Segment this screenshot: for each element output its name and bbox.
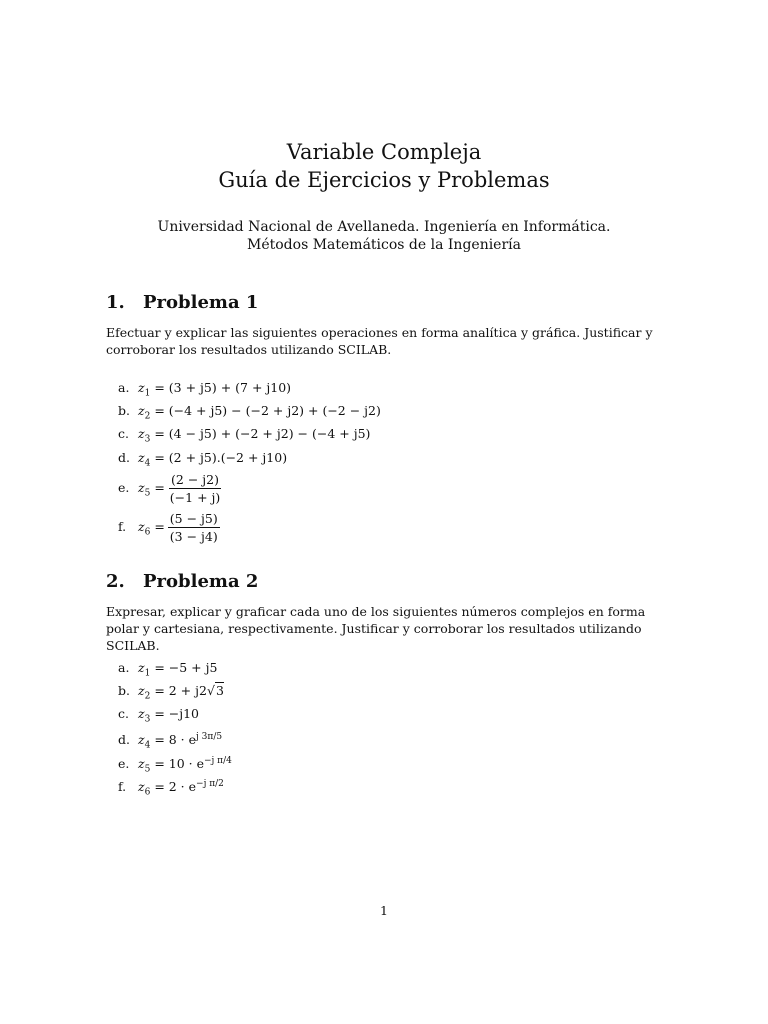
fraction-denominator: (3 − j4)	[169, 529, 218, 544]
item-label: d.	[118, 732, 130, 748]
list-item	[118, 380, 291, 402]
item-variable: z	[138, 756, 145, 772]
item-expression: = (4 − j5) + (−2 + j2) − (−4 + j5)	[154, 426, 371, 441]
item-expression: = −5 + j5	[154, 660, 218, 675]
list-item	[118, 729, 222, 754]
item-expression: = 8 · e	[154, 732, 197, 748]
document-subtitle-title: Guía de Ejercicios y Problemas	[218, 168, 550, 192]
item-label: f.	[118, 779, 127, 795]
item-index: 6	[144, 527, 151, 538]
item-label: f.	[118, 519, 127, 534]
course-line: Métodos Matemáticos de la Ingeniería	[247, 237, 521, 253]
item-expression: = (−4 + j5) − (−2 + j2) + (−2 − j2)	[154, 403, 381, 418]
item-exponent: −j π/2	[196, 779, 224, 789]
item-index: 3	[144, 434, 151, 445]
fraction	[168, 511, 220, 544]
list-item	[118, 706, 199, 728]
fraction-denominator: (−1 + j)	[169, 490, 221, 505]
item-label: d.	[118, 450, 130, 465]
item-variable: z	[138, 380, 145, 395]
item-label: b.	[118, 403, 130, 418]
sqrt-symbol: √	[206, 683, 215, 698]
item-index: 4	[144, 458, 151, 469]
page-number: 1	[380, 903, 388, 918]
item-index: 2	[144, 691, 151, 702]
item-index: 3	[144, 714, 151, 725]
list-item	[118, 511, 220, 544]
item-index: 4	[144, 740, 151, 751]
item-variable: z	[138, 706, 145, 721]
item-label: a.	[118, 380, 130, 395]
item-variable: z	[138, 683, 145, 698]
item-label: e.	[118, 480, 130, 495]
item-variable: z	[138, 426, 145, 441]
item-index: 5	[144, 488, 151, 499]
item-variable: z	[138, 403, 145, 418]
item-expression: = (3 + j5) + (7 + j10)	[154, 380, 292, 395]
item-variable: z	[138, 779, 145, 795]
list-item	[118, 683, 224, 705]
item-index: 1	[144, 668, 151, 679]
section-heading-2	[106, 571, 258, 593]
fraction-numerator: (5 − j5)	[169, 511, 218, 526]
list-item	[118, 403, 381, 425]
sqrt-radicand: 3	[215, 683, 224, 698]
item-index: 2	[144, 411, 151, 422]
item-label: c.	[118, 426, 129, 441]
item-label: e.	[118, 756, 130, 772]
item-label: a.	[118, 660, 130, 675]
section-intro-1: Efectuar y explicar las siguientes operaciones en forma analítica y gráfica. Justificar y corroborar los resultados utilizando SCILAB.	[106, 325, 653, 357]
section-intro-2: Expresar, explicar y graficar cada uno de los siguientes números complejos en forma polar y cartesiana, respectivamente. Justificar y corroborar los resultados utilizando SCILAB.	[106, 604, 646, 653]
item-exponent: −j π/4	[203, 756, 232, 766]
fraction	[168, 472, 222, 505]
item-label: c.	[118, 706, 129, 721]
fraction-numerator: (2 − j2)	[171, 472, 220, 487]
item-variable: z	[138, 660, 145, 675]
item-index: 6	[144, 787, 151, 798]
item-index: 5	[144, 764, 151, 775]
item-expression: = (2 + j5).(−2 + j10)	[154, 450, 288, 465]
list-item	[118, 660, 217, 682]
section-number: 2.	[106, 571, 125, 592]
item-variable: z	[138, 732, 145, 748]
list-item	[118, 472, 222, 505]
item-variable: z	[138, 450, 145, 465]
list-item	[118, 776, 224, 801]
item-variable: z	[138, 480, 145, 495]
section-number: 1.	[106, 292, 125, 313]
list-item	[118, 450, 287, 472]
institution-line: Universidad Nacional de Avellaneda. Ingeniería en Informática.	[157, 219, 611, 235]
section-title: Problema 2	[143, 571, 259, 592]
item-expression: = 2 · e	[154, 779, 197, 795]
item-expression: = 10 · e	[154, 756, 204, 772]
document-title: Variable Compleja	[286, 140, 482, 164]
item-exponent: j 3π/5	[196, 732, 223, 742]
equals-sign: =	[154, 480, 165, 495]
item-variable: z	[138, 519, 145, 534]
list-item	[118, 426, 370, 448]
item-label: b.	[118, 683, 130, 698]
section-title: Problema 1	[143, 292, 259, 313]
item-expression: = −j10	[154, 706, 200, 721]
equals-sign: =	[154, 519, 165, 534]
item-expression: = 2 + j2	[154, 683, 207, 698]
section-heading-1	[106, 292, 258, 314]
list-item	[118, 753, 232, 778]
item-index: 1	[144, 388, 151, 399]
